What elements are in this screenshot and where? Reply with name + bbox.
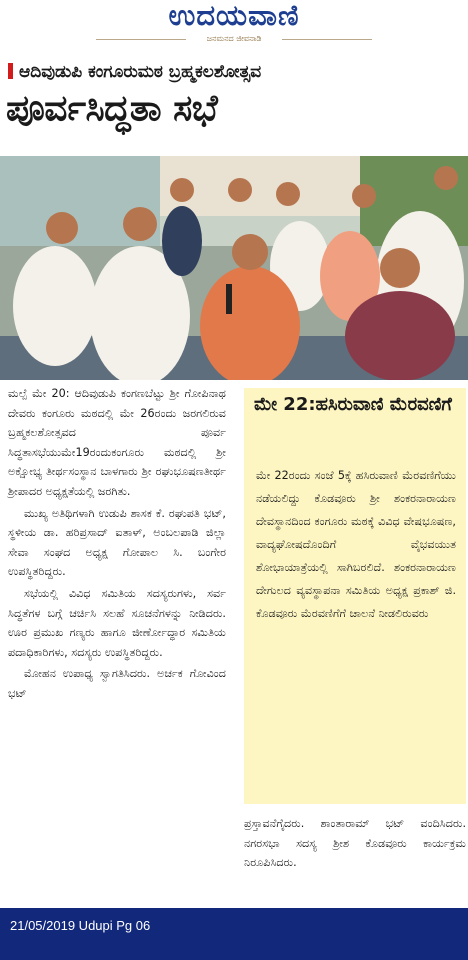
kicker-bar-icon: [8, 63, 13, 79]
tagline-rule-right: [282, 39, 372, 40]
newspaper-logo: ಉದಯವಾಣಿ: [168, 0, 300, 32]
article-continuation: ಪ್ರಸ್ತಾವನೆಗೈದರು. ಶಾಂತಾರಾಮ್ ಭಟ್ ವಂದಿಸಿದರು. ನಗರಸಭಾ ಸದಸ್ಯ ಶ್ರೀಶ ಕೊಡವೂರು ಕಾರ್ಯಕ್ರಮ ನಿರೂಪಿಸಿದರು.: [244, 817, 466, 870]
article-kicker: [8, 62, 463, 82]
article-paragraph: ಮುಖ್ಯ ಅತಿಥಿಗಳಾಗಿ ಉಡುಪಿ ಶಾಸಕ ಕೆ. ರಘುಪತಿ ಭಟ್, ಸ್ಥಳೀಯ ಡಾ. ಹರಿಪ್ರಸಾದ್ ಐತಾಳ್, ಅಂಬಲಪಾಡಿ ಜಿಲ್ಲಾ ಸೇವಾ ಸಂಘದ ಅಧ್ಯಕ್ಷ ಗೋಪಾಲ ಸಿ. ಬಂಗೇರ ಉಪಸ್ಥಿತರಿದ್ದರು.: [8, 506, 226, 579]
news-photo: [0, 156, 468, 380]
sidebox-title: ಮೇ 22:ಹಸಿರುವಾಣಿ ಮೆರವಣಿಗೆ: [254, 394, 452, 415]
article-headline: ಪೂರ್ವಸಿದ್ಧತಾ ಸಭೆ: [6, 88, 218, 129]
footer-bar: [0, 908, 468, 960]
footer-dateline: 21/05/2019 Udupi Pg 06: [10, 918, 151, 933]
sidebox: [244, 388, 466, 804]
article-paragraph: ಮೋಹನ ಉಪಾಧ್ಯ ಸ್ವಾಗತಿಸಿದರು. ಅರ್ಚಕ ಗೋವಿಂದ ಭಟ್: [8, 667, 226, 700]
article-paragraph: ಮಲ್ಪೆ ಮೇ 20: ಆದಿವುಡುಪಿ ಕಂಗಣಬೆಟ್ಟು ಶ್ರೀ ಗೋಪಿನಾಥ ದೇವರು ಕಂಗೂರು ಮಠದಲ್ಲಿ ಮೇ 26ರಂದು ಜರಗಲಿರುವ ಬ್ರಹ್ಮಕಲಶೋತ್ಸವದ ಪೂರ್ವ ಸಿದ್ಧತಾಸಭೆಯುಮೇ19ರಂದುಕಂಗೂರು ಮಠದಲ್ಲಿ ಶ್ರೀ ಅಕ್ಷೋಭ್ಯ ತೀರ್ಥಸಂಸ್ಥಾನ ಬಾಳಗಾರು ಶ್ರೀ ರಘುಭೂಷಣತೀರ್ಥ ಶ್ರೀಪಾದರ ಅಧ್ಯಕ್ಷತೆಯಲ್ಲಿ ಜರಗಿತು.: [8, 387, 226, 498]
masthead: [0, 0, 468, 50]
newspaper-tagline: ಜನಮನದ ಜೀವನಾಡಿ: [206, 34, 262, 43]
article-paragraph: ಸಭೆಯಲ್ಲಿ ವಿವಿಧ ಸಮಿತಿಯ ಸದಸ್ಯರುಗಳು, ಸರ್ವ ಸಿದ್ಧತೆಗಳ ಬಗ್ಗೆ ಚರ್ಚಿಸಿ ಸಲಹೆ ಸೂಚನೆಗಳನ್ನು ನೀಡಿದರು. ಊರ ಪ್ರಮುಖ ಗಣ್ಯರು ಹಾಗೂ ಜೀರ್ಣೋದ್ಧಾರ ಸಮಿತಿಯ ಪದಾಧಿಕಾರಿಗಳು, ಸದಸ್ಯರು ಉಪಸ್ಥಿತರಿದ್ದರು.: [8, 586, 226, 659]
sidebox-body: ಮೇ 22ರಂದು ಸಂಜೆ 5ಕ್ಕೆ ಹಸಿರುವಾಣಿ ಮೆರವಣಿಗೆಯು ನಡೆಯಲಿದ್ದು ಕೊಡವೂರು ಶ್ರೀ ಶಂಕರನಾರಾಯಣ ದೇವಸ್ಥಾನದಿಂದ ಕಂಗೂರು ಮಠಕ್ಕೆ ವಿವಿಧ ವೇಷಭೂಷಣ, ವಾದ್ಯಘೋಷದೊಂದಿಗೆ ವೈಭವಯುತ ಶೋಭಾಯಾತ್ರೆಯಲ್ಲಿ ಸಾಗಿಬರಲಿದೆ. ಶಂಕರನಾರಾಯಣ ದೇಗುಲದ ವ್ಯವಸ್ಥಾಪನಾ ಸಮಿತಿಯ ಅಧ್ಯಕ್ಷ ಪ್ರಕಾಶ್ ಜಿ. ಕೊಡವೂರು ಮೆರವಣಿಗೆಗೆ ಚಾಲನೆ ನೀಡಲಿರುವರು: [256, 469, 456, 620]
meeting-photo-illustration: [0, 156, 468, 380]
article-body-left-column: [8, 384, 226, 706]
kicker-text: ಆದಿವುಡುಪಿ ಕಂಗೂರುಮಠ ಬ್ರಹ್ಮಕಲಶೋತ್ಸವ: [19, 62, 262, 82]
